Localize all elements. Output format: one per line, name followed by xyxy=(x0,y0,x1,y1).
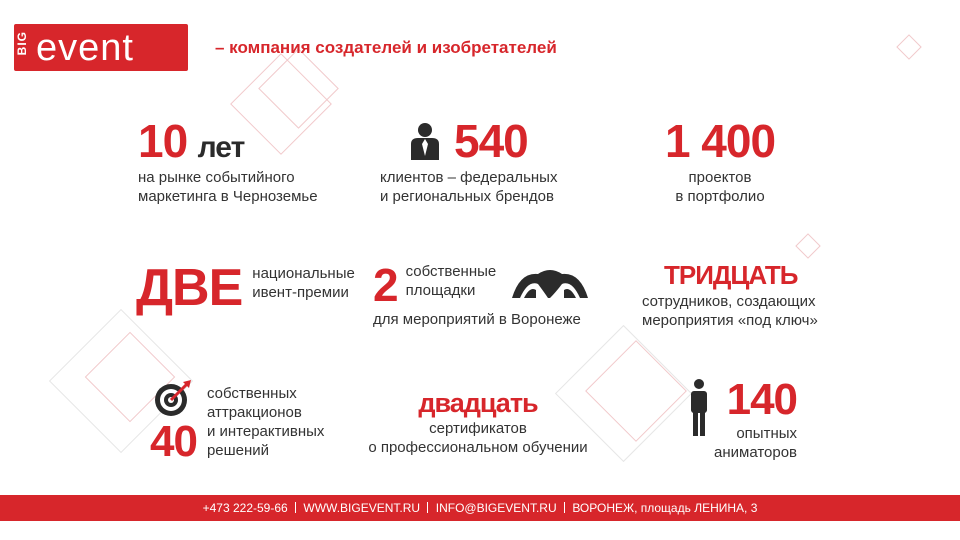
stat-number: 10 xyxy=(138,115,188,167)
stat-number: 40 xyxy=(150,417,197,466)
footer-email-link[interactable]: INFO@BIGEVENT.RU xyxy=(435,501,557,515)
footer-address: ВОРОНЕЖ, площадь ЛЕНИНА, 3 xyxy=(572,501,758,515)
stat-line: и интерактивных xyxy=(206,423,325,440)
stat-number: 1 400 xyxy=(664,115,776,167)
footer-bar xyxy=(0,495,960,521)
stat-animators xyxy=(688,375,798,462)
footer-separator xyxy=(564,502,565,513)
stat-line: сотрудников, создающих xyxy=(642,293,816,310)
stat-number: 540 xyxy=(454,115,528,167)
stat-number: 140 xyxy=(726,375,798,424)
stat-line: решений xyxy=(206,442,270,459)
bigevent-logo[interactable] xyxy=(14,24,188,71)
stat-line: опытных xyxy=(736,425,798,442)
stat-line: проектов xyxy=(688,169,752,186)
stat-line: для мероприятий в Воронеже xyxy=(373,311,581,328)
stat-staff xyxy=(642,262,818,330)
stat-number: 2 xyxy=(373,259,398,311)
target-icon xyxy=(153,378,193,418)
stat-awards xyxy=(136,259,355,317)
stat-line: ивент-премии xyxy=(252,284,349,301)
tagline: – компания создателей и изобретателей xyxy=(215,38,557,57)
stat-line: и региональных брендов xyxy=(380,188,554,205)
stat-line: сертификатов xyxy=(429,420,527,437)
person-icon xyxy=(688,378,710,438)
footer-site-link[interactable]: WWW.BIGEVENT.RU xyxy=(303,501,421,515)
footer-contacts xyxy=(0,501,960,515)
stat-line: клиентов – федеральных xyxy=(380,169,558,186)
stat-number: ДВЕ xyxy=(136,259,243,317)
stat-clients xyxy=(380,115,558,206)
tent-icon xyxy=(510,268,590,302)
stat-line: о профессиональном обучении xyxy=(368,439,588,456)
stat-projects xyxy=(640,115,800,206)
person-icon xyxy=(408,122,442,160)
stat-years xyxy=(138,115,318,206)
stat-number: ТРИДЦАТЬ xyxy=(664,260,798,290)
stat-number: двадцать xyxy=(418,388,538,418)
stat-line: мероприятия «под ключ» xyxy=(642,312,818,329)
stat-line: площадки xyxy=(405,282,476,299)
stat-attractions xyxy=(150,378,324,464)
stat-line: собственных xyxy=(206,385,297,402)
stat-unit: лет xyxy=(197,131,245,164)
stat-line: национальные xyxy=(252,265,355,282)
logo-prefix: BIG xyxy=(15,31,29,56)
stat-line: аттракционов xyxy=(206,404,302,421)
decorative-diamond xyxy=(896,34,921,59)
footer-phone[interactable]: +473 222-59-66 xyxy=(202,501,288,515)
footer-separator xyxy=(295,502,296,513)
stat-certificates xyxy=(356,390,600,457)
stat-line: на рынке событийного xyxy=(138,169,295,186)
stat-line: маркетинга в Черноземье xyxy=(138,188,318,205)
stat-line: в портфолио xyxy=(675,188,765,205)
decorative-diamond xyxy=(795,233,820,258)
stat-venues xyxy=(373,259,590,329)
footer-separator xyxy=(427,502,428,513)
logo-name: event xyxy=(36,27,134,69)
stat-line: аниматоров xyxy=(714,444,798,461)
stat-line: собственные xyxy=(405,263,497,280)
